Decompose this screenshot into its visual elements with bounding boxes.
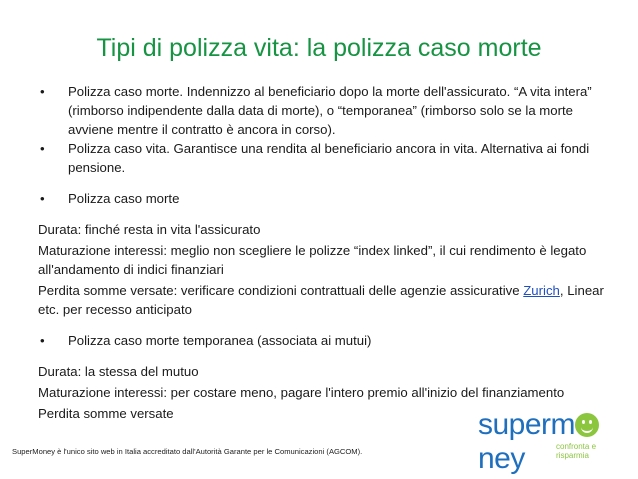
perdita-line: etc. per recesso anticipato xyxy=(38,302,192,317)
supermoney-logo xyxy=(478,408,628,475)
bullet-icon: • xyxy=(40,333,45,348)
maturazione-line: Maturazione interessi: meglio non scegliere le polizze “index linked”, il cui rendimento è legato xyxy=(38,243,587,258)
bullet-line: Polizza caso morte. Indennizzo al beneficiario dopo la morte dell'assicurato. “A vita intera” xyxy=(68,84,592,99)
bullet-line: Polizza caso morte xyxy=(68,191,180,206)
durata-text: Durata: la stessa del mutuo xyxy=(38,364,199,379)
bullet-line: Polizza caso morte temporanea (associata ai mutui) xyxy=(68,333,372,348)
maturazione-text xyxy=(38,241,608,279)
bullet-item xyxy=(38,139,608,177)
zurich-link[interactable]: Zurich xyxy=(523,283,560,298)
bullet-icon: • xyxy=(40,141,45,156)
perdita-text-start: Perdita somme versate: verificare condizioni contrattuali delle agenzie assicurative xyxy=(38,283,524,298)
smiley-icon xyxy=(575,413,599,437)
footer-disclaimer: SuperMoney è l'unico sito web in Italia accreditato dall'Autorità Garante per le Comunicazioni (AGCOM). xyxy=(12,447,363,456)
bullet-icon: • xyxy=(40,191,45,206)
perdita-line xyxy=(38,281,608,300)
slide-title: Tipi di polizza vita: la polizza caso morte xyxy=(96,34,542,62)
bullet-line: Polizza caso vita. Garantisce una rendita al beneficiario ancora in vita. Alternativa ai fondi xyxy=(68,141,590,156)
bullet-item xyxy=(38,331,608,350)
perdita-text-end: , Linear xyxy=(559,283,604,298)
maturazione-text: Maturazione interessi: per costare meno, pagare l'intero premio all'inizio del finanziamento xyxy=(38,385,565,400)
maturazione-line: all'andamento di indici finanziari xyxy=(38,262,224,277)
perdita-text: Perdita somme versate xyxy=(38,406,174,421)
bullet-line: avviene mentre il contratto è ancora in corso). xyxy=(68,122,336,137)
durata-text: Durata: finché resta in vita l'assicurato xyxy=(38,222,261,237)
perdita-text xyxy=(38,281,608,319)
bullet-line: (rimborso indipendente dalla data di morte), o “temporanea” (rimborso solo se la morte xyxy=(68,103,574,118)
bullet-icon: • xyxy=(40,84,45,99)
slide-content xyxy=(38,82,608,423)
bullet-item xyxy=(38,82,608,139)
logo-wordmark: superm ney xyxy=(478,408,628,476)
bullet-item xyxy=(38,189,608,208)
bullet-line: pensione. xyxy=(68,160,126,175)
logo-tagline: confronta e risparmia xyxy=(556,442,597,460)
